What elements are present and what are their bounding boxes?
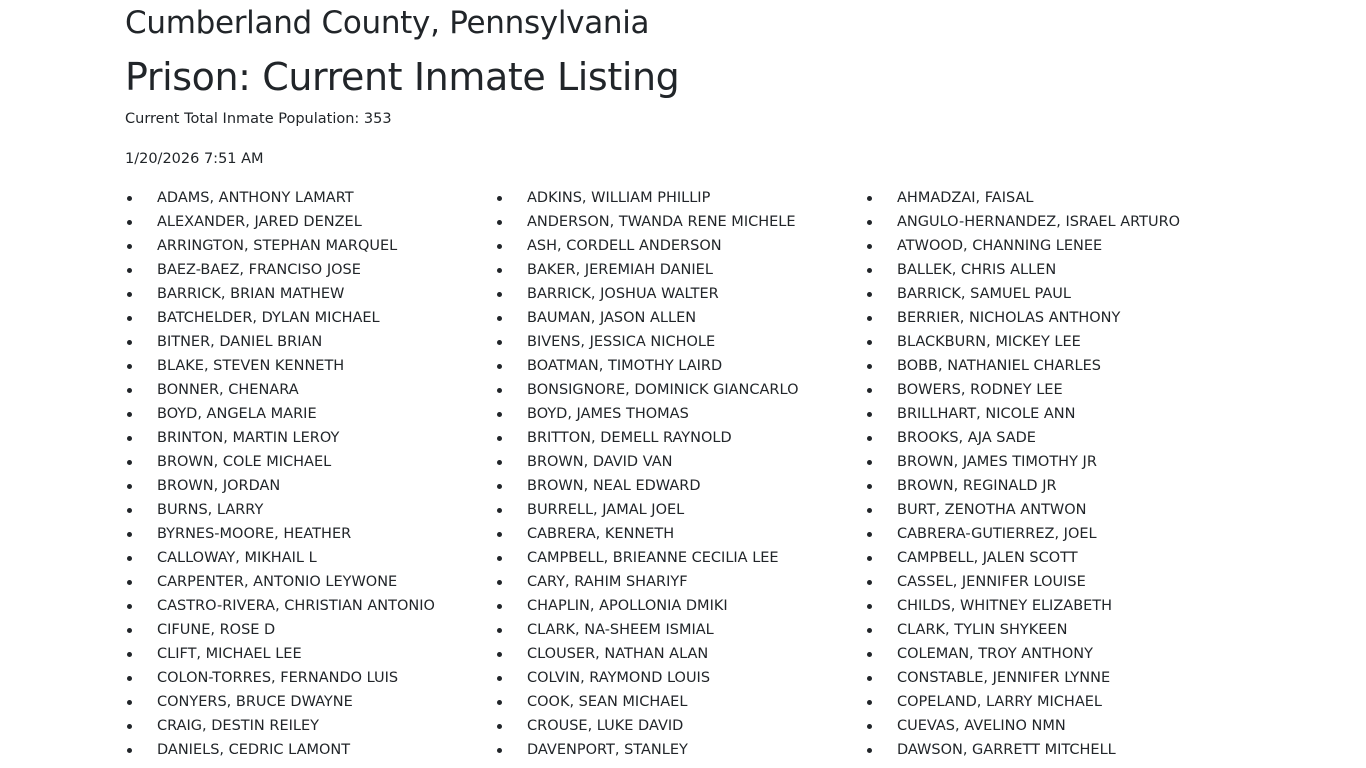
inmate-list-column-1 <box>125 186 495 762</box>
inmate-list-item: BOYD, ANGELA MARIE <box>125 402 495 426</box>
inmate-list-item: BROWN, JAMES TIMOTHY JR <box>865 450 1235 474</box>
inmate-list-item: BROWN, REGINALD JR <box>865 474 1235 498</box>
inmate-list-item: BROWN, JORDAN <box>125 474 495 498</box>
inmate-list-item: CARPENTER, ANTONIO LEYWONE <box>125 570 495 594</box>
inmate-list-item: BRITTON, DEMELL RAYNOLD <box>495 426 865 450</box>
inmate-list-column-3 <box>865 186 1235 762</box>
page-title: Prison: Current Inmate Listing <box>125 55 680 99</box>
inmate-list-item: BRINTON, MARTIN LEROY <box>125 426 495 450</box>
inmate-list-item: ALEXANDER, JARED DENZEL <box>125 210 495 234</box>
inmate-list-item: ASH, CORDELL ANDERSON <box>495 234 865 258</box>
inmate-list-item: BAUMAN, JASON ALLEN <box>495 306 865 330</box>
inmate-list-item: ATWOOD, CHANNING LENEE <box>865 234 1235 258</box>
inmate-list-item: CABRERA, KENNETH <box>495 522 865 546</box>
inmate-list-item: BALLEK, CHRIS ALLEN <box>865 258 1235 282</box>
county-heading: Cumberland County, Pennsylvania <box>125 5 650 41</box>
inmate-list-item: BYRNES-MOORE, HEATHER <box>125 522 495 546</box>
inmate-list-item: BOATMAN, TIMOTHY LAIRD <box>495 354 865 378</box>
inmate-list-item: CALLOWAY, MIKHAIL L <box>125 546 495 570</box>
inmate-list-item: BOBB, NATHANIEL CHARLES <box>865 354 1235 378</box>
inmate-list-item: CLIFT, MICHAEL LEE <box>125 642 495 666</box>
inmate-list-item: BURRELL, JAMAL JOEL <box>495 498 865 522</box>
inmate-list-column-2 <box>495 186 865 762</box>
inmate-list-item: CARY, RAHIM SHARIYF <box>495 570 865 594</box>
inmate-list-item: CONYERS, BRUCE DWAYNE <box>125 690 495 714</box>
inmate-list-item: COPELAND, LARRY MICHAEL <box>865 690 1235 714</box>
inmate-list-item: COLEMAN, TROY ANTHONY <box>865 642 1235 666</box>
inmate-list-item: BARRICK, BRIAN MATHEW <box>125 282 495 306</box>
inmate-list-item: ANGULO-HERNANDEZ, ISRAEL ARTURO <box>865 210 1235 234</box>
inmate-list-item: BURT, ZENOTHA ANTWON <box>865 498 1235 522</box>
inmate-list-item: CIFUNE, ROSE D <box>125 618 495 642</box>
inmate-list-item: CLOUSER, NATHAN ALAN <box>495 642 865 666</box>
inmate-list-item: BERRIER, NICHOLAS ANTHONY <box>865 306 1235 330</box>
inmate-list-item: ARRINGTON, STEPHAN MARQUEL <box>125 234 495 258</box>
inmate-list-item: BLACKBURN, MICKEY LEE <box>865 330 1235 354</box>
inmate-list-item: CAMPBELL, JALEN SCOTT <box>865 546 1235 570</box>
inmate-list-item: CASSEL, JENNIFER LOUISE <box>865 570 1235 594</box>
inmate-list-item: CLARK, NA-SHEEM ISMIAL <box>495 618 865 642</box>
inmate-population-count: Current Total Inmate Population: 353 <box>125 111 392 127</box>
inmate-list-item: BIVENS, JESSICA NICHOLE <box>495 330 865 354</box>
inmate-list-item: ADAMS, ANTHONY LAMART <box>125 186 495 210</box>
inmate-list-item: DAWSON, GARRETT MITCHELL <box>865 738 1235 762</box>
inmate-list-item: CROUSE, LUKE DAVID <box>495 714 865 738</box>
inmate-list-item: CASTRO-RIVERA, CHRISTIAN ANTONIO <box>125 594 495 618</box>
inmate-list-item: AHMADZAI, FAISAL <box>865 186 1235 210</box>
inmate-list-columns <box>125 186 1241 762</box>
inmate-list-item: CONSTABLE, JENNIFER LYNNE <box>865 666 1235 690</box>
inmate-list-item: BLAKE, STEVEN KENNETH <box>125 354 495 378</box>
inmate-list-item: BITNER, DANIEL BRIAN <box>125 330 495 354</box>
inmate-list-item: BRILLHART, NICOLE ANN <box>865 402 1235 426</box>
inmate-list-item: BROWN, COLE MICHAEL <box>125 450 495 474</box>
inmate-list-item: BONSIGNORE, DOMINICK GIANCARLO <box>495 378 865 402</box>
inmate-list-item: BOWERS, RODNEY LEE <box>865 378 1235 402</box>
inmate-list-item: DAVENPORT, STANLEY <box>495 738 865 762</box>
inmate-list-item: CRAIG, DESTIN REILEY <box>125 714 495 738</box>
inmate-list-item: CAMPBELL, BRIEANNE CECILIA LEE <box>495 546 865 570</box>
inmate-list-item: COLVIN, RAYMOND LOUIS <box>495 666 865 690</box>
inmate-list-item: BAKER, JEREMIAH DANIEL <box>495 258 865 282</box>
inmate-list-item: DANIELS, CEDRIC LAMONT <box>125 738 495 762</box>
inmate-list-item: CLARK, TYLIN SHYKEEN <box>865 618 1235 642</box>
inmate-list-item: BROWN, NEAL EDWARD <box>495 474 865 498</box>
inmate-list-item: COOK, SEAN MICHAEL <box>495 690 865 714</box>
inmate-list-item: BATCHELDER, DYLAN MICHAEL <box>125 306 495 330</box>
inmate-list-item: BROWN, DAVID VAN <box>495 450 865 474</box>
inmate-list-item: ADKINS, WILLIAM PHILLIP <box>495 186 865 210</box>
inmate-list-item: CHAPLIN, APOLLONIA DMIKI <box>495 594 865 618</box>
inmate-list-item: BROOKS, AJA SADE <box>865 426 1235 450</box>
inmate-list-item: BOYD, JAMES THOMAS <box>495 402 865 426</box>
inmate-list-item: CUEVAS, AVELINO NMN <box>865 714 1235 738</box>
inmate-list-item: CABRERA-GUTIERREZ, JOEL <box>865 522 1235 546</box>
inmate-list-item: BAEZ-BAEZ, FRANCISO JOSE <box>125 258 495 282</box>
inmate-list-item: ANDERSON, TWANDA RENE MICHELE <box>495 210 865 234</box>
inmate-list-item: BONNER, CHENARA <box>125 378 495 402</box>
inmate-list-item: CHILDS, WHITNEY ELIZABETH <box>865 594 1235 618</box>
listing-timestamp: 1/20/2026 7:51 AM <box>125 151 264 167</box>
inmate-list-item: BARRICK, SAMUEL PAUL <box>865 282 1235 306</box>
inmate-list-item: BARRICK, JOSHUA WALTER <box>495 282 865 306</box>
inmate-list-item: BURNS, LARRY <box>125 498 495 522</box>
inmate-list-item: COLON-TORRES, FERNANDO LUIS <box>125 666 495 690</box>
